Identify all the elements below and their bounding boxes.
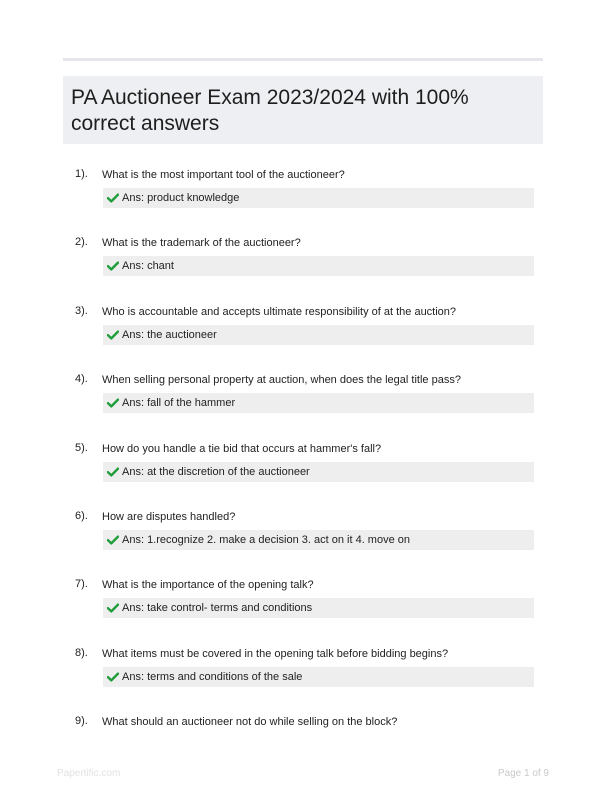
question-number: 1). — [75, 168, 88, 180]
title-banner — [63, 76, 543, 144]
answer-text: Ans: terms and conditions of the sale — [122, 671, 303, 683]
qa-item-1 — [0, 167, 606, 227]
question-text: Who is accountable and accepts ultimate responsibility of at the auction? — [102, 306, 457, 318]
qa-item-3 — [0, 304, 606, 364]
answer-text: Ans: the auctioneer — [122, 329, 217, 341]
answer-box — [103, 393, 534, 413]
check-icon — [107, 193, 119, 203]
answer-box — [103, 325, 534, 345]
answer-text: Ans: take control- terms and conditions — [122, 602, 313, 614]
check-icon — [107, 467, 119, 477]
question-text: What is the most important tool of the auctioneer? — [102, 169, 345, 181]
page-title: PA Auctioneer Exam 2023/2024 with 100% correct answers — [71, 86, 469, 135]
qa-item-5 — [0, 441, 606, 501]
question-text: What items must be covered in the opening talk before bidding begins? — [102, 648, 449, 660]
question-text: When selling personal property at auction, when does the legal title pass? — [102, 374, 461, 386]
check-icon — [107, 330, 119, 340]
qa-item-9 — [0, 714, 606, 774]
answer-text: Ans: chant — [122, 260, 174, 272]
answer-box — [103, 256, 534, 276]
question-number: 6). — [75, 510, 88, 522]
qa-item-6 — [0, 509, 606, 569]
question-text: How do you handle a tie bid that occurs at hammer's fall? — [102, 443, 382, 455]
page-indicator: Page 1 of 9 — [497, 768, 549, 779]
check-icon — [107, 672, 119, 682]
qa-item-4 — [0, 372, 606, 432]
answer-text: Ans: 1.recognize 2. make a decision 3. act on it 4. move on — [122, 534, 410, 546]
answer-text: Ans: product knowledge — [122, 192, 240, 204]
check-icon — [107, 535, 119, 545]
question-number: 5). — [75, 442, 88, 454]
check-icon — [107, 603, 119, 613]
answer-box — [103, 462, 534, 482]
check-icon — [107, 261, 119, 271]
answer-box — [103, 530, 534, 550]
question-number: 8). — [75, 647, 88, 659]
qa-item-8 — [0, 646, 606, 706]
qa-item-2 — [0, 235, 606, 295]
answer-box — [103, 598, 534, 618]
question-number: 7). — [75, 578, 88, 590]
question-number: 4). — [75, 373, 88, 385]
question-text: How are disputes handled? — [102, 511, 236, 523]
question-number: 3). — [75, 305, 88, 317]
answer-text: Ans: at the discretion of the auctioneer — [122, 466, 310, 478]
top-divider — [63, 58, 543, 61]
question-text: What should an auctioneer not do while selling on the block? — [102, 716, 398, 728]
check-icon — [107, 398, 119, 408]
question-number: 2). — [75, 236, 88, 248]
qa-item-7 — [0, 577, 606, 637]
question-text: What is the importance of the opening talk? — [102, 579, 314, 591]
question-text: What is the trademark of the auctioneer? — [102, 237, 301, 249]
question-number: 9). — [75, 715, 88, 727]
answer-text: Ans: fall of the hammer — [122, 397, 236, 409]
answer-box — [103, 188, 534, 208]
answer-box — [103, 667, 534, 687]
footer-watermark: Papertific.com — [57, 768, 121, 779]
